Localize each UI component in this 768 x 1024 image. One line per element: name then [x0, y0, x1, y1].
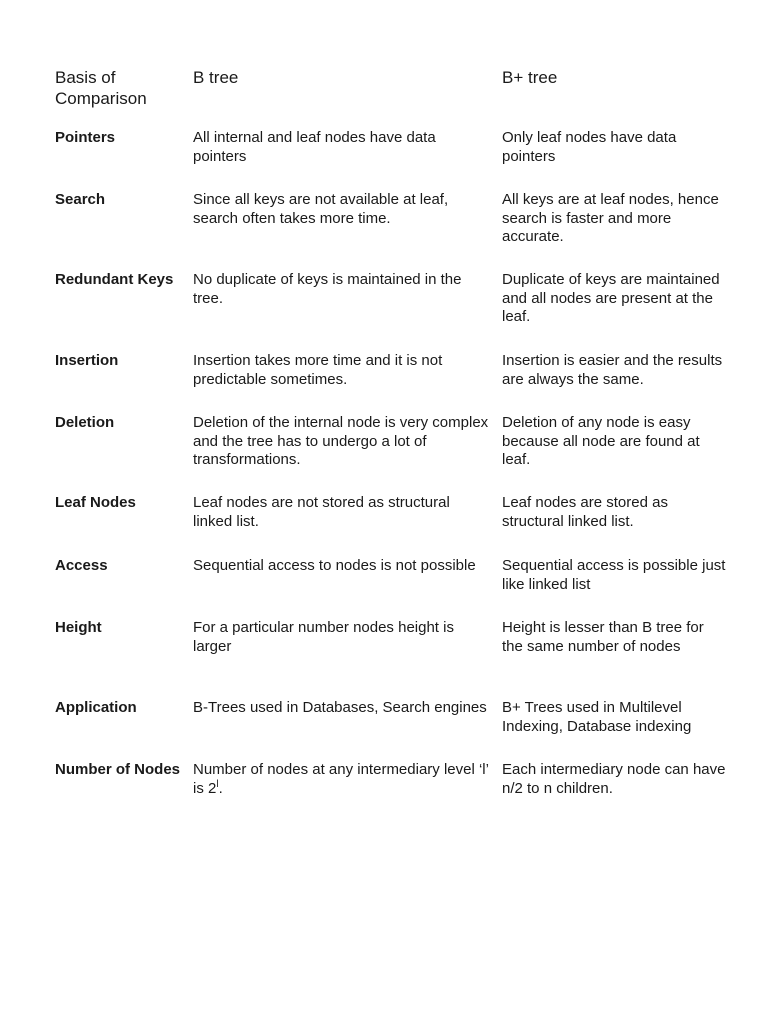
row-label: Pointers — [55, 129, 116, 146]
bplus-tree-cell: Only leaf nodes have data pointers — [502, 129, 677, 165]
header-bplus-tree: B+ tree — [502, 68, 558, 87]
row-label: Redundant Keys — [55, 271, 174, 288]
bplus-tree-cell: Height is lesser than B tree for the same number of nodes — [502, 619, 704, 655]
row-label: Access — [55, 557, 108, 574]
header-basis: Basis of Comparison — [55, 68, 147, 108]
superscript-l: l — [216, 778, 219, 790]
row-label: Height — [55, 619, 102, 636]
b-tree-cell — [193, 761, 493, 798]
b-tree-cell: All internal and leaf nodes have data pointers — [193, 129, 436, 165]
b-tree-cell: Leaf nodes are not stored as structural linked list. — [193, 494, 450, 530]
b-tree-cell: Insertion takes more time and it is not predictable sometimes. — [193, 352, 443, 388]
bplus-tree-cell: Insertion is easier and the results are always the same. — [502, 352, 723, 388]
row-label: Leaf Nodes — [55, 494, 136, 511]
row-label: Search — [55, 191, 106, 208]
bplus-tree-cell: All keys are at leaf nodes, hence search is faster and more accurate. — [502, 191, 719, 245]
header-b-tree: B tree — [193, 68, 239, 87]
bplus-tree-cell: Sequential access is possible just like linked list — [502, 557, 726, 593]
b-tree-cell: Deletion of the internal node is very complex and the tree has to undergo a lot of transformations. — [193, 414, 489, 468]
bplus-tree-cell: Duplicate of keys are maintained and all nodes are present at the leaf. — [502, 271, 720, 325]
bplus-tree-cell: B+ Trees used in Multilevel Indexing, Database indexing — [502, 699, 692, 735]
b-tree-cell: B-Trees used in Databases, Search engines — [193, 699, 487, 716]
row-label: Deletion — [55, 414, 115, 431]
b-tree-cell: No duplicate of keys is maintained in the tree. — [193, 271, 462, 307]
row-label: Number of Nodes — [55, 761, 181, 778]
b-tree-cell-text: Number of nodes at any intermediary level ‘l’ is 2 — [193, 761, 489, 797]
b-tree-cell: For a particular number nodes height is larger — [193, 619, 454, 655]
b-tree-cell-suffix: . — [218, 779, 223, 797]
b-tree-cell: Since all keys are not available at leaf, search often takes more time. — [193, 191, 449, 227]
bplus-tree-cell: Each intermediary node can have n/2 to n children. — [502, 761, 726, 797]
table-header — [55, 67, 735, 111]
row-label: Application — [55, 699, 137, 716]
bplus-tree-cell: Deletion of any node is easy because all node are found at leaf. — [502, 414, 700, 468]
row-label: Insertion — [55, 352, 119, 369]
b-tree-cell: Sequential access to nodes is not possible — [193, 557, 476, 574]
bplus-tree-cell: Leaf nodes are stored as structural linked list. — [502, 494, 668, 530]
